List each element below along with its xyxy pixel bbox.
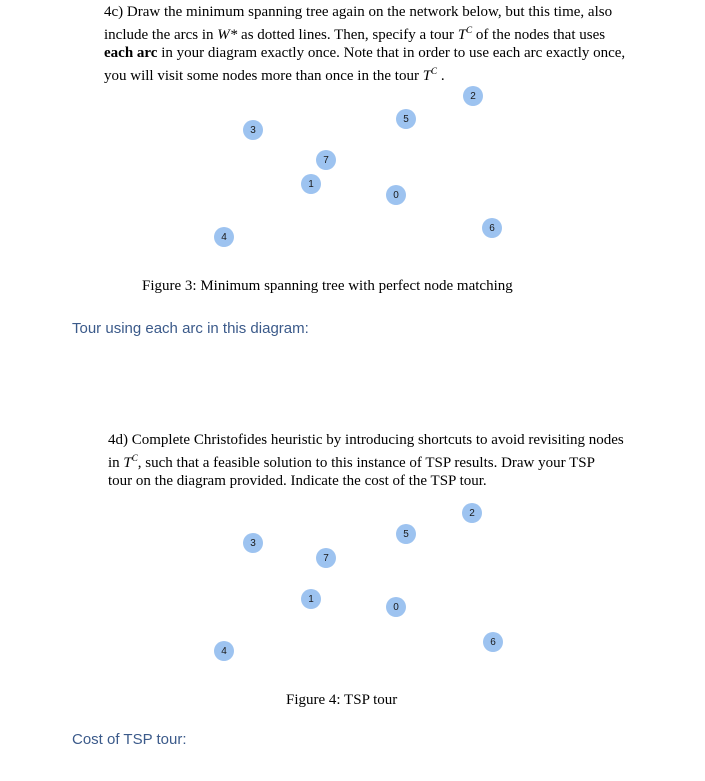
fig4-node-0[interactable]: 0 xyxy=(386,597,406,617)
cost-answer-label: Cost of TSP tour: xyxy=(72,731,187,748)
q4c-line-3: each arc in your diagram exactly once. Note that in order to use each arc exactly once, xyxy=(104,45,626,61)
fig4-node-7[interactable]: 7 xyxy=(316,548,336,568)
fig4-node-2[interactable]: 2 xyxy=(462,503,482,523)
q4d-line-3: tour on the diagram provided. Indicate the cost of the TSP tour. xyxy=(108,473,487,489)
fig4-node-5[interactable]: 5 xyxy=(396,524,416,544)
fig3-node-0[interactable]: 0 xyxy=(386,185,406,205)
figure-4-caption: Figure 4: TSP tour xyxy=(286,692,398,708)
q4d-line-1: 4d) Complete Christofides heuristic by introducing shortcuts to avoid revisiting nodes xyxy=(108,432,624,448)
fig4-node-6[interactable]: 6 xyxy=(483,632,503,652)
q4c-line-4: you will visit some nodes more than once in the tour $T^C$ . xyxy=(104,66,445,84)
fig3-node-6[interactable]: 6 xyxy=(482,218,502,238)
tour-answer-label: Tour using each arc in this diagram: xyxy=(72,320,309,337)
fig4-node-3[interactable]: 3 xyxy=(243,533,263,553)
fig3-node-7[interactable]: 7 xyxy=(316,150,336,170)
question-4c xyxy=(104,3,684,85)
q4c-line-2: include the arcs in W* as dotted lines. Then, specify a tour $T^C$ of the nodes that uses xyxy=(104,25,606,43)
fig3-node-2[interactable]: 2 xyxy=(463,86,483,106)
fig3-node-4[interactable]: 4 xyxy=(214,227,234,247)
fig3-node-1[interactable]: 1 xyxy=(301,174,321,194)
fig4-node-1[interactable]: 1 xyxy=(301,589,321,609)
figure-3-caption: Figure 3: Minimum spanning tree with perfect node matching xyxy=(142,278,513,294)
fig3-node-5[interactable]: 5 xyxy=(396,109,416,129)
q4d-line-2: in $T^C$, such that a feasible solution to this instance of TSP results. Draw your TSP xyxy=(108,453,595,471)
fig3-node-3[interactable]: 3 xyxy=(243,120,263,140)
fig4-node-4[interactable]: 4 xyxy=(214,641,234,661)
q4c-line-1: 4c) Draw the minimum spanning tree again on the network below, but this time, also xyxy=(104,4,613,20)
question-4d xyxy=(108,431,688,490)
